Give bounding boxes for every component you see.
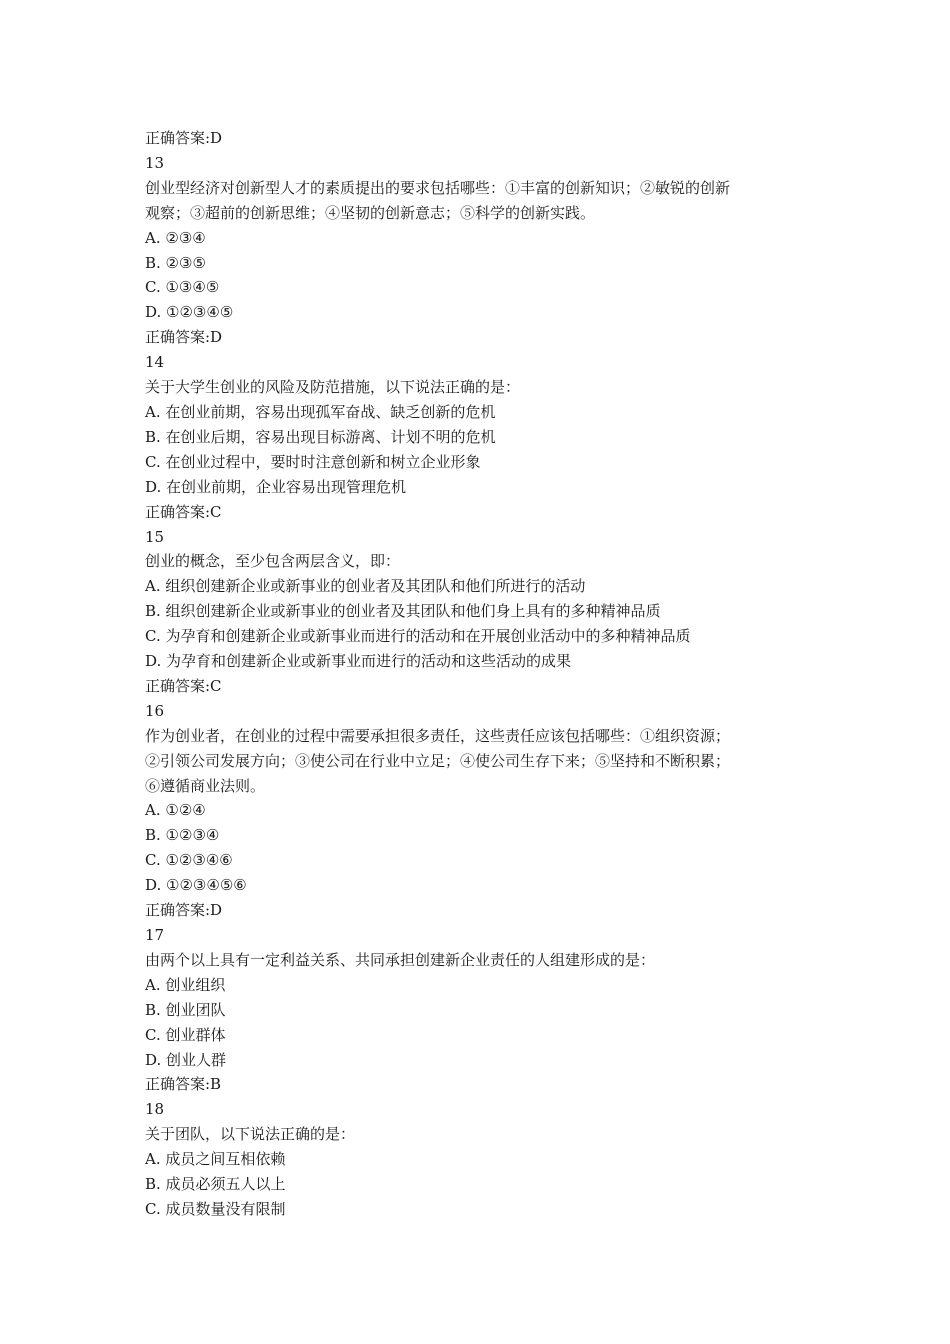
option-b: B. ①②③④ bbox=[145, 826, 220, 845]
question-number: 14 bbox=[145, 353, 165, 372]
option-c: C. 在创业过程中，要时时注意创新和树立企业形象 bbox=[145, 452, 481, 471]
option-b: B. 成员必须五人以上 bbox=[145, 1175, 286, 1194]
option-c: C. 成员数量没有限制 bbox=[145, 1199, 286, 1218]
question-stem-line: ⑥遵循商业法则。 bbox=[145, 776, 266, 795]
option-c: C. 创业群体 bbox=[145, 1025, 226, 1044]
option-a: A. 成员之间互相依赖 bbox=[145, 1150, 286, 1169]
option-a: A. ②③④ bbox=[145, 228, 206, 247]
option-d: D. ①②③④⑤ bbox=[145, 303, 234, 322]
option-b: B. 创业团队 bbox=[145, 1000, 226, 1019]
option-b: B. ②③⑤ bbox=[145, 253, 206, 272]
question-stem-line: ②引领公司发展方向；③使公司在行业中立足；④使公司生存下来；⑤坚持和不断积累； bbox=[145, 751, 731, 770]
question-number: 17 bbox=[145, 926, 165, 944]
question-stem-line: 观察；③超前的创新思维；④坚韧的创新意志；⑤科学的创新实践。 bbox=[145, 203, 596, 222]
question-stem-line: 由两个以上具有一定利益关系、共同承担创建新企业责任的人组建形成的是： bbox=[145, 950, 656, 969]
question-number: 13 bbox=[145, 153, 165, 172]
option-d: D. 创业人群 bbox=[145, 1050, 227, 1069]
answer-line: 正确答案:D bbox=[145, 328, 223, 347]
option-a: A. 组织创建新企业或新事业的创业者及其团队和他们所进行的活动 bbox=[145, 577, 586, 596]
question-stem-line: 关于团队，以下说法正确的是： bbox=[145, 1125, 356, 1144]
answer-line: 正确答案:C bbox=[145, 676, 222, 695]
document-content bbox=[145, 126, 815, 1222]
question-stem-line: 创业的概念，至少包含两层含义，即： bbox=[145, 552, 401, 571]
option-d: D. ①②③④⑤⑥ bbox=[145, 876, 247, 895]
option-d: D. 为孕育和创建新企业或新事业而进行的活动和这些活动的成果 bbox=[145, 652, 572, 671]
option-b: B. 在创业后期，容易出现目标游离、计划不明的危机 bbox=[145, 427, 496, 446]
option-a: A. 创业组织 bbox=[145, 975, 226, 994]
answer-line: 正确答案:B bbox=[145, 1075, 222, 1094]
option-b: B. 组织创建新企业或新事业的创业者及其团队和他们身上具有的多种精神品质 bbox=[145, 602, 661, 621]
option-d: D. 在创业前期，企业容易出现管理危机 bbox=[145, 477, 407, 496]
question-number: 16 bbox=[145, 701, 165, 720]
option-c: C. ①②③④⑥ bbox=[145, 851, 233, 870]
question-number: 15 bbox=[145, 527, 165, 546]
answer-line: 正确答案:D bbox=[145, 129, 223, 147]
answer-line: 正确答案:D bbox=[145, 901, 223, 920]
question-number: 18 bbox=[145, 1100, 165, 1119]
option-c: C. ①③④⑤ bbox=[145, 278, 220, 297]
question-stem-line: 作为创业者，在创业的过程中需要承担很多责任，这些责任应该包括哪些：①组织资源； bbox=[145, 726, 731, 745]
question-stem-line: 创业型经济对创新型人才的素质提出的要求包括哪些：①丰富的创新知识；②敏锐的创新 bbox=[145, 178, 731, 197]
option-c: C. 为孕育和创建新企业或新事业而进行的活动和在开展创业活动中的多种精神品质 bbox=[145, 627, 691, 646]
answer-line: 正确答案:C bbox=[145, 502, 222, 521]
option-a: A. ①②④ bbox=[145, 801, 206, 820]
question-stem-line: 关于大学生创业的风险及防范措施，以下说法正确的是： bbox=[145, 378, 521, 397]
option-a: A. 在创业前期，容易出现孤军奋战、缺乏创新的危机 bbox=[145, 402, 496, 421]
